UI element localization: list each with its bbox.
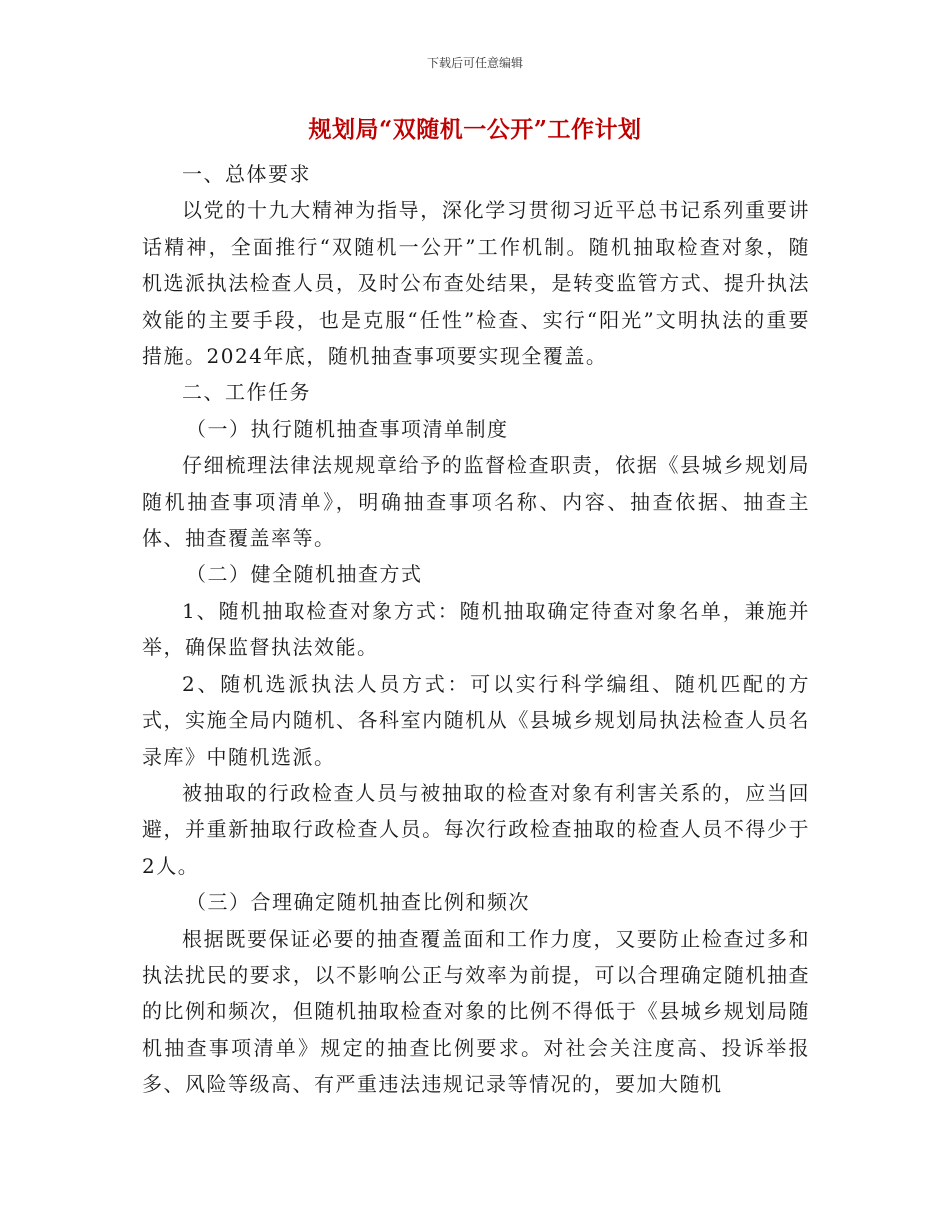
body-paragraph: 被抽取的行政检查人员与被抽取的检查对象有利害关系的，应当回避，并重新抽取行政检查人员。每次行政检查抽取的检查人员不得少于2人。 [142,780,810,878]
body-paragraph: 根据既要保证必要的抽查覆盖面和工作力度，又要防止检查过多和执法扰民的要求，以不影响公正与效率为前提，可以合理确定随机抽查的比例和频次，但随机抽取检查对象的比例不得低于《县城乡规划局随机抽查事项清单》规定的抽查比例要求。对社会关注度高、投诉举报多、风险等级高、有严重违法违规记录等情况的，要加大随机 [142,926,810,1097]
body-paragraph: 仔细梳理法律法规规章给予的监督检查职责，依据《县城乡规划局随机抽查事项清单》，明确抽查事项名称、内容、抽查依据、抽查主体、抽查覆盖率等。 [142,453,810,551]
document-title: 规划局“双随机一公开”工作计划 [308,116,642,143]
subsection-heading: （一）执行随机抽查事项清单制度 [186,416,509,441]
subsection-heading: （三）合理确定随机抽查比例和频次 [186,890,530,915]
header-note: 下载后可任意编辑 [426,56,523,70]
body-paragraph: 2、随机选派执法人员方式：可以实行科学编组、随机匹配的方式，实施全局内随机、各科室内随机从《县城乡规划局执法检查人员名录库》中随机选派。 [142,671,810,769]
subsection-heading: （二）健全随机抽查方式 [186,562,423,587]
document-body [142,156,810,1103]
section-heading: 一、总体要求 [182,162,311,186]
body-paragraph: 1、随机抽取检查对象方式：随机抽取确定待查对象名单，兼施并举，确保监督执法效能。 [142,598,810,660]
section-heading: 二、工作任务 [182,380,311,405]
body-paragraph: 以党的十九大精神为指导，深化学习贯彻习近平总书记系列重要讲话精神，全面推行“双随机一公开”工作机制。随机抽取检查对象，随机选派执法检查人员，及时公布查处结果，是转变监管方式、提升执法效能的主要手段，也是克服“任性”检查、实行“阳光”文明执法的重要措施。2024年底，随机抽查事项要实现全覆盖。 [142,198,810,369]
